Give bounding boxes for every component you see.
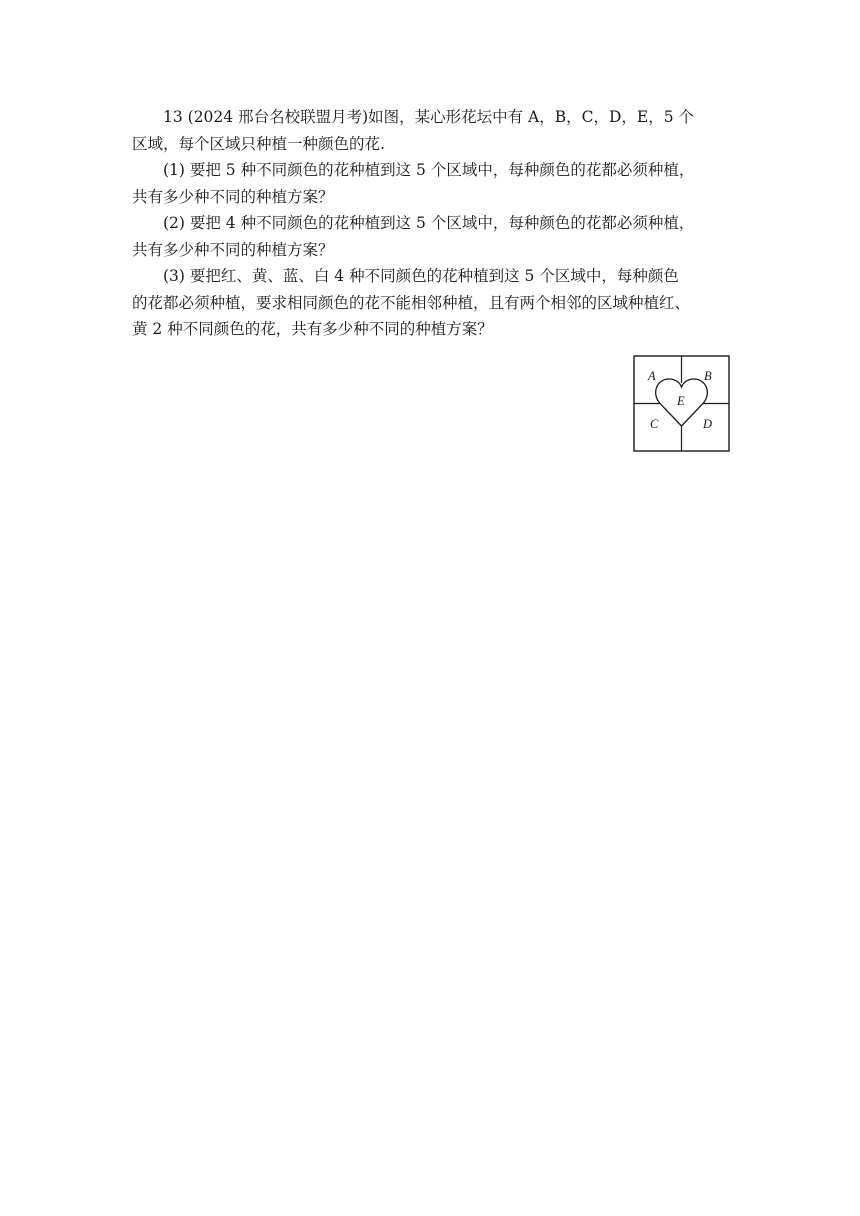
question-1: [132, 157, 730, 184]
question-2: [132, 210, 730, 237]
question-2-cont: [132, 237, 730, 264]
region-label-c: C: [650, 417, 659, 431]
q2-line-2: 共有多少种不同的种植方案？: [132, 240, 334, 259]
q1-line-1: (1) 要把 5 种不同颜色的花种植到这 5 个区域中，每种颜色的花都必须种植，: [163, 161, 695, 179]
q3-line-1: (3) 要把红、黄、蓝、白 4 种不同颜色的花种植到这 5 个区域中，每种颜色: [163, 267, 679, 285]
flowerbed-diagram: [633, 355, 730, 452]
heart-flowerbed-figure: [633, 355, 730, 452]
region-label-d: D: [703, 417, 713, 431]
region-label-b: B: [704, 369, 712, 383]
problem-intro: [132, 104, 730, 131]
q2-line-1: (2) 要把 4 种不同颜色的花种植到这 5 个区域中，每种颜色的花都必须种植，: [163, 214, 695, 232]
problem-intro-cont: [132, 131, 730, 158]
question-3: [132, 263, 730, 290]
region-label-e: E: [677, 394, 685, 408]
q1-line-2: 共有多少种不同的种植方案？: [132, 187, 334, 206]
q3-line-2: 的花都必须种植，要求相同颜色的花不能相邻种植，且有两个相邻的区域种植红、: [132, 293, 691, 312]
intro-line-1: 13 (2024 邢台名校联盟月考)如图，某心形花坛中有 A，B，C，D，E，5 个: [163, 108, 695, 126]
question-3-cont: [132, 290, 730, 317]
problem-text: [132, 104, 730, 343]
region-label-a: A: [648, 369, 656, 383]
q3-line-3: 黄 2 种不同颜色的花，共有多少种不同的种植方案？: [132, 320, 493, 338]
question-3-cont-2: [132, 316, 730, 343]
intro-line-2: 区域，每个区域只种植一种颜色的花.: [132, 134, 385, 153]
question-1-cont: [132, 184, 730, 211]
